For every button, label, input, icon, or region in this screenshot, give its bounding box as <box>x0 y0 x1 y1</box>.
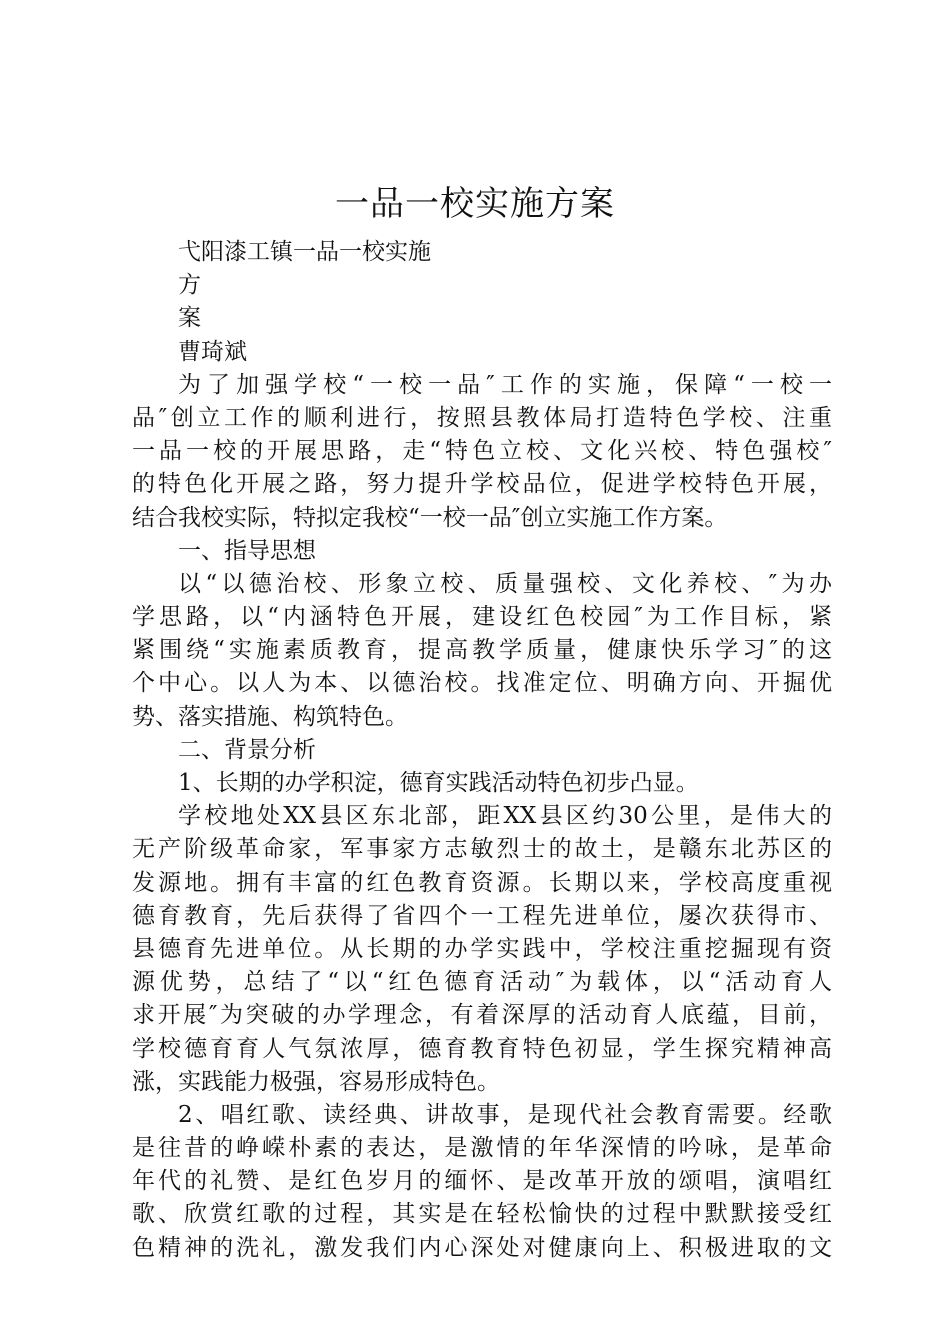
text-line: 学思路，以“内涵特色开展，建设红色校园″为工作目标，紧 <box>132 604 832 631</box>
text-line: 县德育先进单位。从长期的办学实践中，学校注重挖掘现有资 <box>132 935 832 962</box>
text-line: 为了加强学校“一校一品″工作的实施，保障“一校一 <box>178 371 832 398</box>
text-line: 德育教育，先后获得了省四个一工程先进单位，屡次获得市、 <box>132 902 832 929</box>
text-line: 色精神的洗礼，激发我们内心深处对健康向上、积极进取的文 <box>132 1234 832 1261</box>
text-line: 2、唱红歌、读经典、讲故事，是现代社会教育需要。经歌 <box>178 1101 832 1128</box>
text-line: 学校地处XX县区东北部，距XX县区约30公里，是伟大的 <box>178 803 832 830</box>
text-line: 年代的礼赞、是红色岁月的缅怀、是改革开放的颂唱，演唱红 <box>132 1168 832 1195</box>
text-line: 案 <box>178 305 201 332</box>
text-line: 以“以德治校、形象立校、质量强校、文化养校、″为办 <box>178 570 832 597</box>
text-line: 1、长期的办学积淀，德育实践活动特色初步凸显。 <box>178 770 699 796</box>
text-line: 一、指导思想 <box>178 537 316 564</box>
text-line: 紧围绕“实施素质教育，提高教学质量，健康快乐学习″的这 <box>132 637 832 664</box>
text-line: 求开展″为突破的办学理念，有着深厚的活动育人底蕴，目前， <box>132 1002 832 1029</box>
text-line: 曹琦斌 <box>178 338 247 365</box>
text-line: 二、背景分析 <box>178 736 316 763</box>
text-line: 是往昔的峥嵘朴素的表达，是激情的年华深情的吟咏，是革命 <box>132 1135 832 1162</box>
text-line: 学校德育育人气氛浓厚，德育教育特色初显，学生探究精神高 <box>132 1035 832 1062</box>
text-line: 弋阳漆工镇一品一校实施 <box>178 239 431 265</box>
text-line: 个中心。以人为本、以德治校。找准定位、明确方向、开掘优 <box>132 670 832 697</box>
text-line: 歌、欣赏红歌的过程，其实是在轻松愉快的过程中默默接受红 <box>132 1201 832 1228</box>
text-line: 无产阶级革命家，军事家方志敏烈士的故土，是赣东北苏区的 <box>132 836 832 863</box>
text-line: 发源地。拥有丰富的红色教育资源。长期以来，学校高度重视 <box>132 869 832 896</box>
text-line: 势、落实措施、构筑特色。 <box>132 703 408 730</box>
document-body <box>132 236 832 1265</box>
text-line: 源优势，总结了“以“红色德育活动″为载体，以“活动育人 <box>132 969 832 996</box>
text-line: 涨，实践能力极强，容易形成特色。 <box>132 1068 500 1095</box>
document-title: 一品一校实施方案 <box>335 184 615 224</box>
text-line: 的特色化开展之路，努力提升学校品位，促进学校特色开展， <box>132 471 832 498</box>
text-line: 结合我校实际，特拟定我校“一校一品″创立实施工作方案。 <box>132 504 728 531</box>
text-line: 方 <box>178 272 201 299</box>
text-line: 一品一校的开展思路，走“特色立校、文化兴校、特色强校″ <box>132 438 832 465</box>
text-line: 品″创立工作的顺利进行，按照县教体局打造特色学校、注重 <box>132 404 832 431</box>
